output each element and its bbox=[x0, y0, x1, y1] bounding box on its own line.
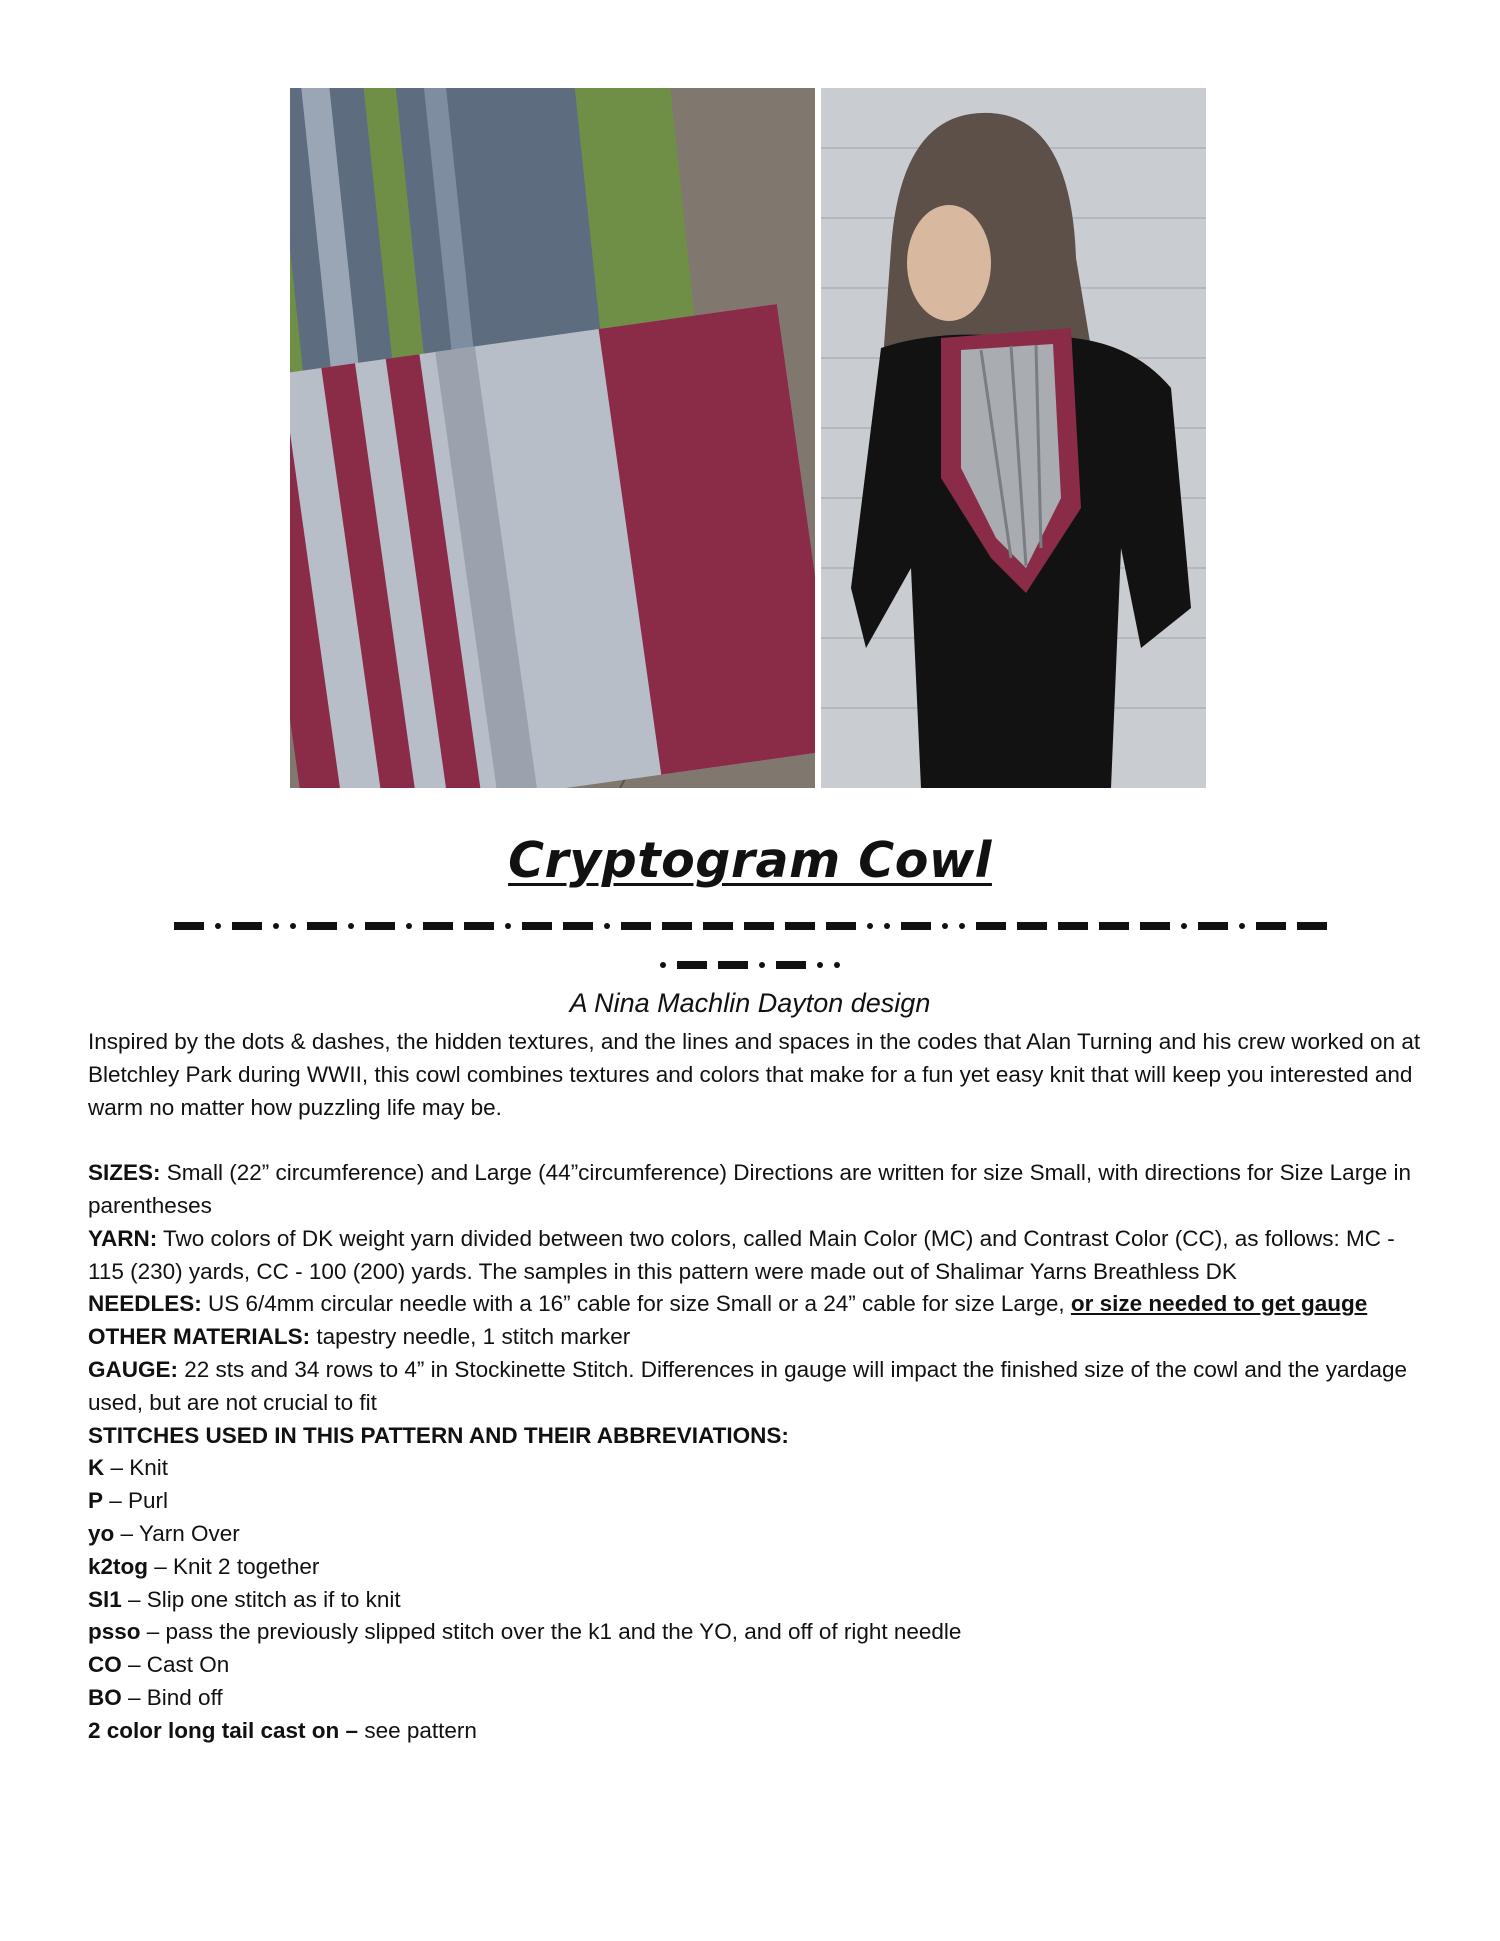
needles-text: US 6/4mm circular needle with a 16” cable for size Small or a 24” cable for size Large, bbox=[201, 1291, 1071, 1317]
abbreviation-desc: – pass the previously slipped stitch over the k1 and the YO, and off of right needle bbox=[140, 1619, 962, 1645]
materials-line bbox=[88, 1321, 1428, 1354]
abbreviation-item bbox=[88, 1649, 1428, 1682]
abbreviation-item bbox=[88, 1616, 1428, 1649]
yarn-text: Two colors of DK weight yarn divided between two colors, called Main Color (MC) and Contrast Color (CC), as follows: MC - 115 (230) yards, CC - 100 (200) yards. The samples in this pattern were made out of Shalimar Yarns Breathless DK bbox=[88, 1225, 1395, 1284]
abbreviation-term: BO bbox=[88, 1684, 122, 1710]
knitted-swatches-photo bbox=[290, 88, 815, 788]
abbreviation-term: psso bbox=[88, 1619, 141, 1645]
abbreviation-term: yo bbox=[88, 1520, 115, 1546]
model-wearing-cowl-photo bbox=[821, 88, 1206, 788]
abbreviation-desc: – Bind off bbox=[121, 1684, 223, 1710]
pattern-body bbox=[88, 1026, 1428, 1748]
yarn-line bbox=[88, 1223, 1428, 1289]
needles-line bbox=[88, 1288, 1428, 1321]
model-illustration bbox=[821, 88, 1206, 788]
abbreviation-desc: – Purl bbox=[103, 1488, 169, 1514]
materials-label: OTHER MATERIALS: bbox=[88, 1324, 311, 1350]
abbreviation-desc: – Yarn Over bbox=[114, 1520, 240, 1546]
gauge-label: GAUGE: bbox=[88, 1356, 178, 1382]
abbreviation-item bbox=[88, 1485, 1428, 1518]
abbreviation-desc: see pattern bbox=[358, 1717, 477, 1743]
abbreviation-term: 2 color long tail cast on – bbox=[88, 1717, 359, 1743]
sizes-line bbox=[88, 1157, 1428, 1223]
abbreviation-term: K bbox=[88, 1455, 105, 1481]
gauge-text: 22 sts and 34 rows to 4” in Stockinette Stitch. Differences in gauge will impact the finished size of the cowl and the yardage used, but are not crucial to fit bbox=[88, 1356, 1408, 1415]
swatches-illustration bbox=[290, 88, 815, 788]
designer-byline: A Nina Machlin Dayton design bbox=[569, 988, 931, 1018]
abbreviation-term: k2tog bbox=[88, 1553, 149, 1579]
abbreviation-item bbox=[88, 1551, 1428, 1584]
intro-paragraph: Inspired by the dots & dashes, the hidden textures, and the lines and spaces in the codes that Alan Turning and his crew worked on at Bletchley Park during WWII, this cowl combines textures and colors that make for a fun yet easy knit that will keep you interested and warm no matter how puzzling life may be. bbox=[88, 1029, 1421, 1120]
abbreviation-item bbox=[88, 1584, 1428, 1617]
abbreviation-term: Sl1 bbox=[88, 1586, 122, 1612]
abbreviations-heading-text: STITCHES USED IN THIS PATTERN AND THEIR ABBREVIATIONS: bbox=[88, 1422, 789, 1448]
gauge-line bbox=[88, 1354, 1428, 1420]
sizes-text: Small (22” circumference) and Large (44”circumference) Directions are written for size Small, with directions for Size Large in parentheses bbox=[88, 1160, 1411, 1218]
abbreviation-item bbox=[88, 1452, 1428, 1485]
abbreviation-term: CO bbox=[88, 1652, 122, 1678]
yarn-label: YARN: bbox=[88, 1225, 158, 1251]
morse-code-divider-continued bbox=[0, 961, 1500, 969]
abbreviation-item bbox=[88, 1682, 1428, 1715]
needles-emphasis: or size needed to get gauge bbox=[1070, 1291, 1368, 1317]
abbreviation-term: P bbox=[88, 1488, 104, 1514]
pattern-title: Cryptogram Cowl bbox=[508, 832, 992, 889]
morse-code-divider bbox=[0, 922, 1500, 930]
sizes-label: SIZES: bbox=[88, 1160, 161, 1186]
materials-text: tapestry needle, 1 stitch marker bbox=[310, 1324, 631, 1350]
abbreviation-item bbox=[88, 1715, 1428, 1748]
abbreviations-heading bbox=[88, 1420, 1428, 1453]
needles-label: NEEDLES: bbox=[88, 1291, 202, 1317]
abbreviation-desc: – Slip one stitch as if to knit bbox=[121, 1586, 401, 1612]
abbreviation-desc: – Cast On bbox=[121, 1652, 230, 1678]
abbreviation-desc: – Knit 2 together bbox=[148, 1553, 320, 1579]
abbreviation-desc: – Knit bbox=[104, 1455, 169, 1481]
abbreviation-item bbox=[88, 1518, 1428, 1551]
